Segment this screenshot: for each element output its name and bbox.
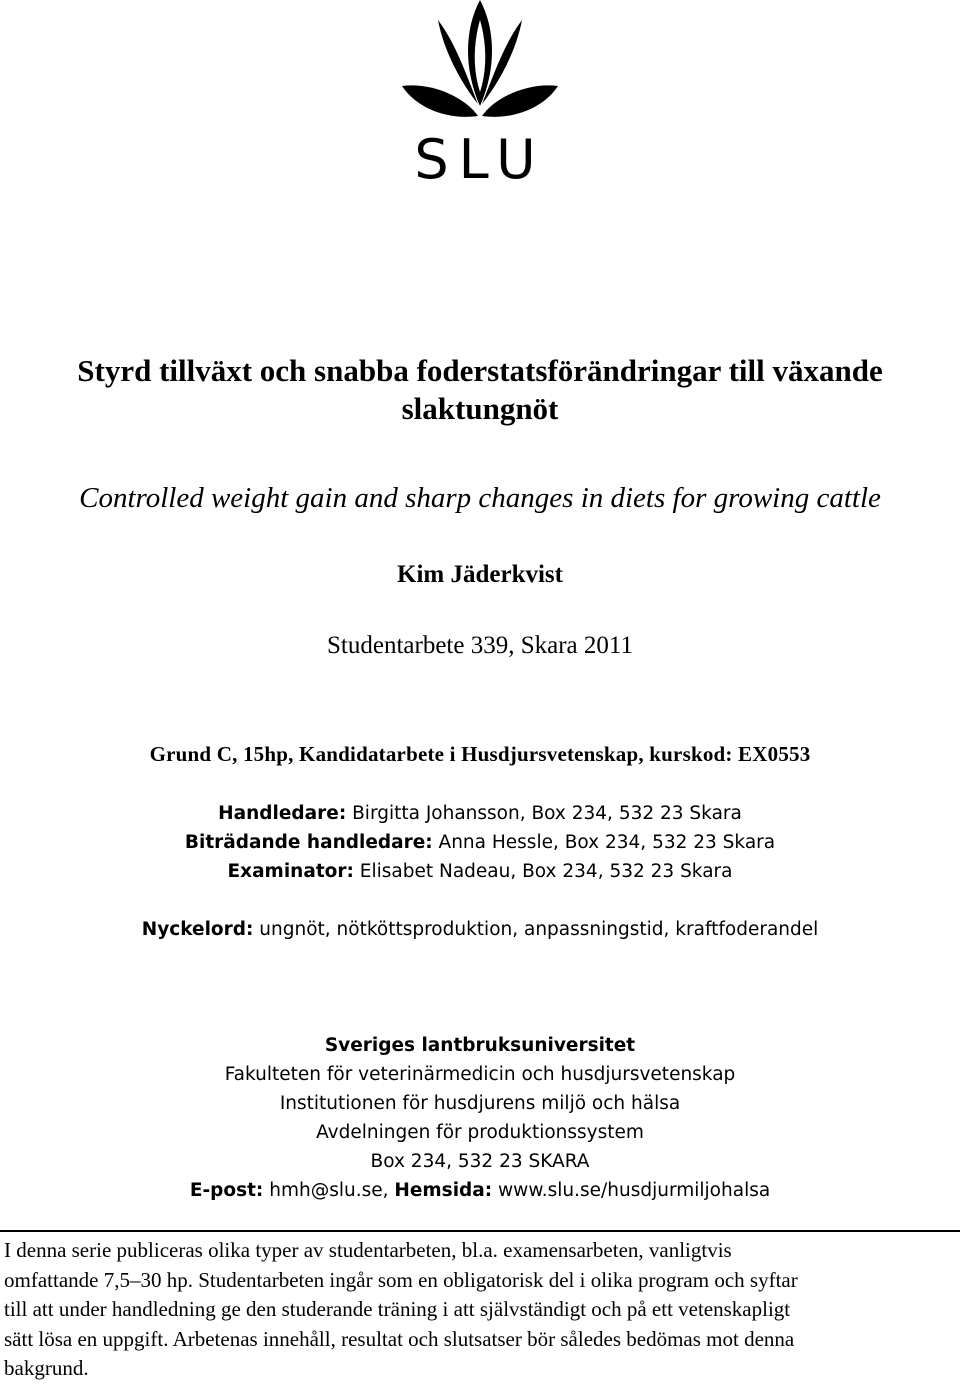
supervisor-list [0,799,960,886]
keywords-value: ungnöt, nötköttsproduktion, anpassningstid, kraftfoderandel [253,919,819,940]
description-line: bakgrund. [4,1356,89,1380]
series-info: Studentarbete 339, Skara 2011 [327,632,633,659]
examiner-value: Elisabet Nadeau, Box 234, 532 23 Skara [353,861,733,882]
keywords-label: Nyckelord: [141,919,254,940]
supervisor-value: Birgitta Johansson, Box 234, 532 23 Skara [346,803,742,824]
university-block [0,1031,960,1205]
examiner-row [0,857,960,886]
title-line-1: Styrd tillväxt och snabba foderstatsförändringar till växande [77,353,883,388]
description-line: sätt lösa en uppgift. Arbetenas innehåll, resultat och slutsatser bör således bedömas mot denna [4,1326,795,1351]
supervisor-label: Handledare: [218,803,347,824]
slu-logo [380,0,580,190]
assistant-supervisor-label: Biträdande handledare: [184,832,433,853]
page-title [0,352,960,428]
slu-leaf-logo-icon [380,0,580,190]
slu-logo-text: SLU [414,128,546,190]
series-description [4,1236,956,1384]
english-title: Controlled weight gain and sharp changes in diets for growing cattle [79,482,881,514]
email-address[interactable]: hmh@slu.se, [263,1180,395,1201]
website-label: Hemsida: [394,1180,493,1201]
description-line: omfattande 7,5–30 hp. Studentarbeten ingår som en obligatorisk del i olika program och syftar [4,1267,798,1292]
institution-name: Institutionen för husdjurens miljö och hälsa [279,1093,681,1114]
title-line-2: slaktungnöt [401,391,559,426]
author-name: Kim Jäderkvist [397,561,563,588]
supervisor-row [0,799,960,828]
contact-row [0,1176,960,1205]
description-line: till att under handledning ge den studerande träning i att självständigt och på ett vetenskapligt [4,1297,791,1321]
course-info: Grund C, 15hp, Kandidatarbete i Husdjursvetenskap, kurskod: EX0553 [149,742,811,766]
assistant-supervisor-value: Anna Hessle, Box 234, 532 23 Skara [432,832,776,853]
division-name: Avdelningen för produktionssystem [316,1122,644,1143]
email-label: E-post: [189,1180,264,1201]
faculty-name: Fakulteten för veterinärmedicin och husdjursvetenskap [224,1064,736,1085]
assistant-supervisor-row [0,828,960,857]
keywords [0,915,960,944]
university-name: Sveriges lantbruksuniversitet [324,1035,636,1056]
address: Box 234, 532 23 SKARA [370,1151,590,1172]
examiner-label: Examinator: [227,861,354,882]
website-url[interactable]: www.slu.se/husdjurmiljohalsa [492,1180,771,1201]
divider [0,1230,960,1232]
description-line: I denna serie publiceras olika typer av studentarbeten, bl.a. examensarbeten, vanligtvis [4,1238,732,1262]
